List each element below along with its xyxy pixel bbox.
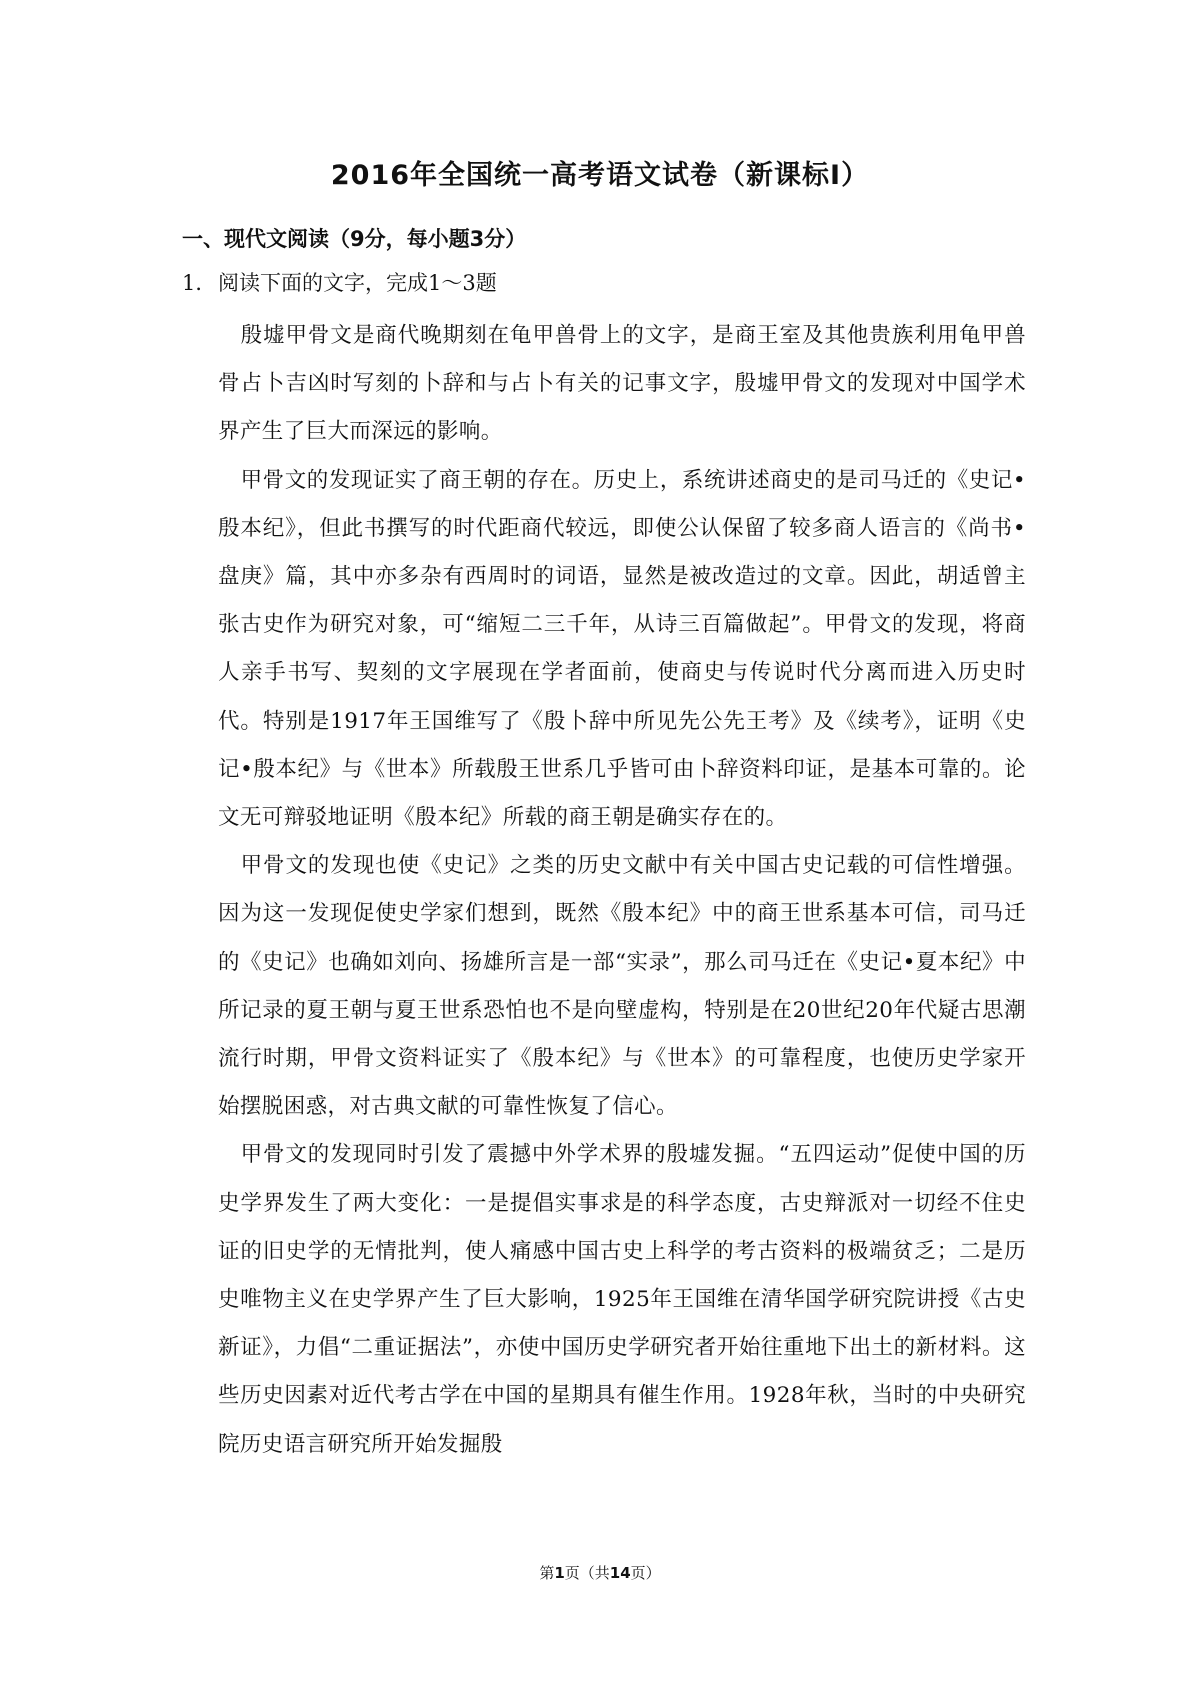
question-number: 1． xyxy=(182,271,217,295)
reading-passage xyxy=(218,312,1026,1469)
document-title: 2016年全国统一高考语文试卷（新课标Ⅰ） xyxy=(330,160,870,191)
footer-total-pages: 14 xyxy=(609,1564,631,1582)
passage-paragraph-3: 甲骨文的发现也使《史记》之类的历史文献中有关中国古史记载的可信性增强。因为这一发现促使史学家们想到，既然《殷本纪》中的商王世系基本可信，司马迁的《史记》也确如刘向、扬雄所言是一部“实录”，那么司马迁在《史记•夏本纪》中所记录的夏王朝与夏王世系恐怕也不是向壁虚构，特别是在20世纪20年代疑古思潮流行时期，甲骨文资料证实了《殷本纪》与《世本》的可靠程度，也使历史学家开始摆脱困惑，对古典文献的可靠性恢复了信心。 xyxy=(218,853,1026,1120)
passage-paragraph-4: 甲骨文的发现同时引发了震撼中外学术界的殷墟发掘。“五四运动”促使中国的历史学界发生了两大变化：一是提倡实事求是的科学态度，古史辩派对一切经不住史证的旧史学的无情批判，使人痛感中国古史上科学的考古资料的极端贫乏；二是历史唯物主义在史学界产生了巨大影响，1925年王国维在清华国学研究院讲授《古史新证》，力倡“二重证据法”，亦使中国历史学研究者开始往重地下出土的新材料。这些历史因素对近代考古学在中国的星期具有催生作用。1928年秋，当时的中央研究院历史语言研究所开始发掘殷 xyxy=(218,1142,1026,1457)
question-prompt: 阅读下面的文字，完成1～3题 xyxy=(218,271,497,295)
section-heading: 一、现代文阅读（9分，每小题3分） xyxy=(182,227,527,251)
passage-paragraph-1: 殷墟甲骨文是商代晚期刻在龟甲兽骨上的文字，是商王室及其他贵族利用龟甲兽骨占卜吉凶时写刻的卜辞和与占卜有关的记事文字，殷墟甲骨文的发现对中国学术界产生了巨大而深远的影响。 xyxy=(218,323,1026,445)
footer-prefix: 第 xyxy=(539,1564,555,1582)
question-1 xyxy=(182,266,497,300)
footer-page-number: 1 xyxy=(554,1564,565,1582)
footer-middle: 页（共 xyxy=(564,1564,610,1582)
footer-suffix: 页） xyxy=(630,1564,661,1582)
page-footer xyxy=(0,1562,1200,1584)
passage-paragraph-2: 甲骨文的发现证实了商王朝的存在。历史上，系统讲述商史的是司马迁的《史记•殷本纪》，但此书撰写的时代距商代较远，即使公认保留了较多商人语言的《尚书•盘庚》篇，其中亦多杂有西周时的词语，显然是被改造过的文章。因此，胡适曾主张古史作为研究对象，可“缩短二三千年，从诗三百篇做起”。甲骨文的发现，将商人亲手书写、契刻的文字展现在学者面前，使商史与传说时代分离而进入历史时代。特别是1917年王国维写了《殷卜辞中所见先公先王考》及《续考》，证明《史记•殷本纪》与《世本》所载殷王世系几乎皆可由卜辞资料印证，是基本可靠的。论文无可辩驳地证明《殷本纪》所载的商王朝是确实存在的。 xyxy=(218,467,1026,831)
